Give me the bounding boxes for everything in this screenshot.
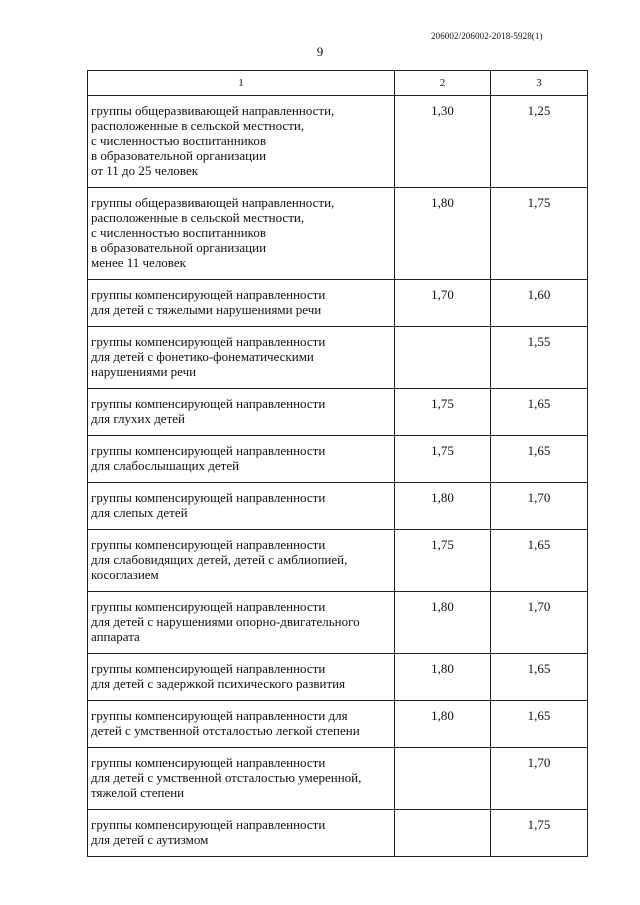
row-value-col2: 1,80	[395, 592, 491, 654]
row-value-col2: 1,75	[395, 389, 491, 436]
row-value-col2	[395, 327, 491, 389]
row-value-col2: 1,30	[395, 96, 491, 188]
row-value-col2: 1,70	[395, 280, 491, 327]
row-description: группы компенсирующей направленности для детей с тяжелыми нарушениями речи	[88, 280, 395, 327]
row-value-col3: 1,25	[491, 96, 588, 188]
column-header-2: 2	[395, 71, 491, 96]
row-value-col2: 1,80	[395, 701, 491, 748]
row-value-col3: 1,60	[491, 280, 588, 327]
row-value-col2: 1,80	[395, 188, 491, 280]
table-row	[88, 327, 588, 389]
table-row	[88, 188, 588, 280]
table-row	[88, 96, 588, 188]
row-description: группы компенсирующей направленности для слепых детей	[88, 483, 395, 530]
row-description: группы общеразвивающей направленности, расположенные в сельской местности, с численностью воспитанников в образовательной организации менее 11 человек	[88, 188, 395, 280]
row-description: группы компенсирующей направленности для детей с фонетико-фонематическими нарушениями речи	[88, 327, 395, 389]
table-row	[88, 530, 588, 592]
row-description: группы компенсирующей направленности для детей с задержкой психического развития	[88, 654, 395, 701]
document-code: 206002/206002-2018-5928(1)	[431, 31, 543, 41]
row-value-col2: 1,80	[395, 483, 491, 530]
row-value-col3: 1,65	[491, 530, 588, 592]
table-row	[88, 654, 588, 701]
page-number: 9	[316, 44, 324, 59]
row-description: группы компенсирующей направленности для детей с аутизмом	[88, 810, 395, 857]
row-value-col2: 1,80	[395, 654, 491, 701]
row-value-col3: 1,70	[491, 483, 588, 530]
row-value-col3: 1,75	[491, 188, 588, 280]
row-value-col3: 1,70	[491, 592, 588, 654]
row-value-col2	[395, 810, 491, 857]
row-value-col3: 1,70	[491, 748, 588, 810]
column-header-3: 3	[491, 71, 588, 96]
row-value-col3: 1,65	[491, 654, 588, 701]
row-description: группы компенсирующей направленности для детей с нарушениями опорно-двигательного аппарата	[88, 592, 395, 654]
table-row	[88, 389, 588, 436]
table-header-row	[88, 71, 588, 96]
row-description: группы компенсирующей направленности для детей с умственной отсталостью легкой степени	[88, 701, 395, 748]
table-row	[88, 701, 588, 748]
table-row	[88, 592, 588, 654]
table-row	[88, 280, 588, 327]
row-description: группы компенсирующей направленности для глухих детей	[88, 389, 395, 436]
row-value-col2	[395, 748, 491, 810]
table-row	[88, 748, 588, 810]
row-value-col2: 1,75	[395, 436, 491, 483]
column-header-1: 1	[88, 71, 395, 96]
row-value-col3: 1,65	[491, 389, 588, 436]
row-value-col3: 1,65	[491, 701, 588, 748]
row-value-col3: 1,75	[491, 810, 588, 857]
row-description: группы общеразвивающей направленности, расположенные в сельской местности, с численностью воспитанников в образовательной организации от 11 до 25 человек	[88, 96, 395, 188]
row-value-col3: 1,55	[491, 327, 588, 389]
row-description: группы компенсирующей направленности для детей с умственной отсталостью умеренной, тяжелой степени	[88, 748, 395, 810]
row-value-col2: 1,75	[395, 530, 491, 592]
coefficients-table	[87, 70, 588, 857]
table-row	[88, 483, 588, 530]
table-row	[88, 810, 588, 857]
row-description: группы компенсирующей направленности для слабовидящих детей, детей с амблиопией, косоглазием	[88, 530, 395, 592]
row-value-col3: 1,65	[491, 436, 588, 483]
row-description: группы компенсирующей направленности для слабослышащих детей	[88, 436, 395, 483]
table-row	[88, 436, 588, 483]
